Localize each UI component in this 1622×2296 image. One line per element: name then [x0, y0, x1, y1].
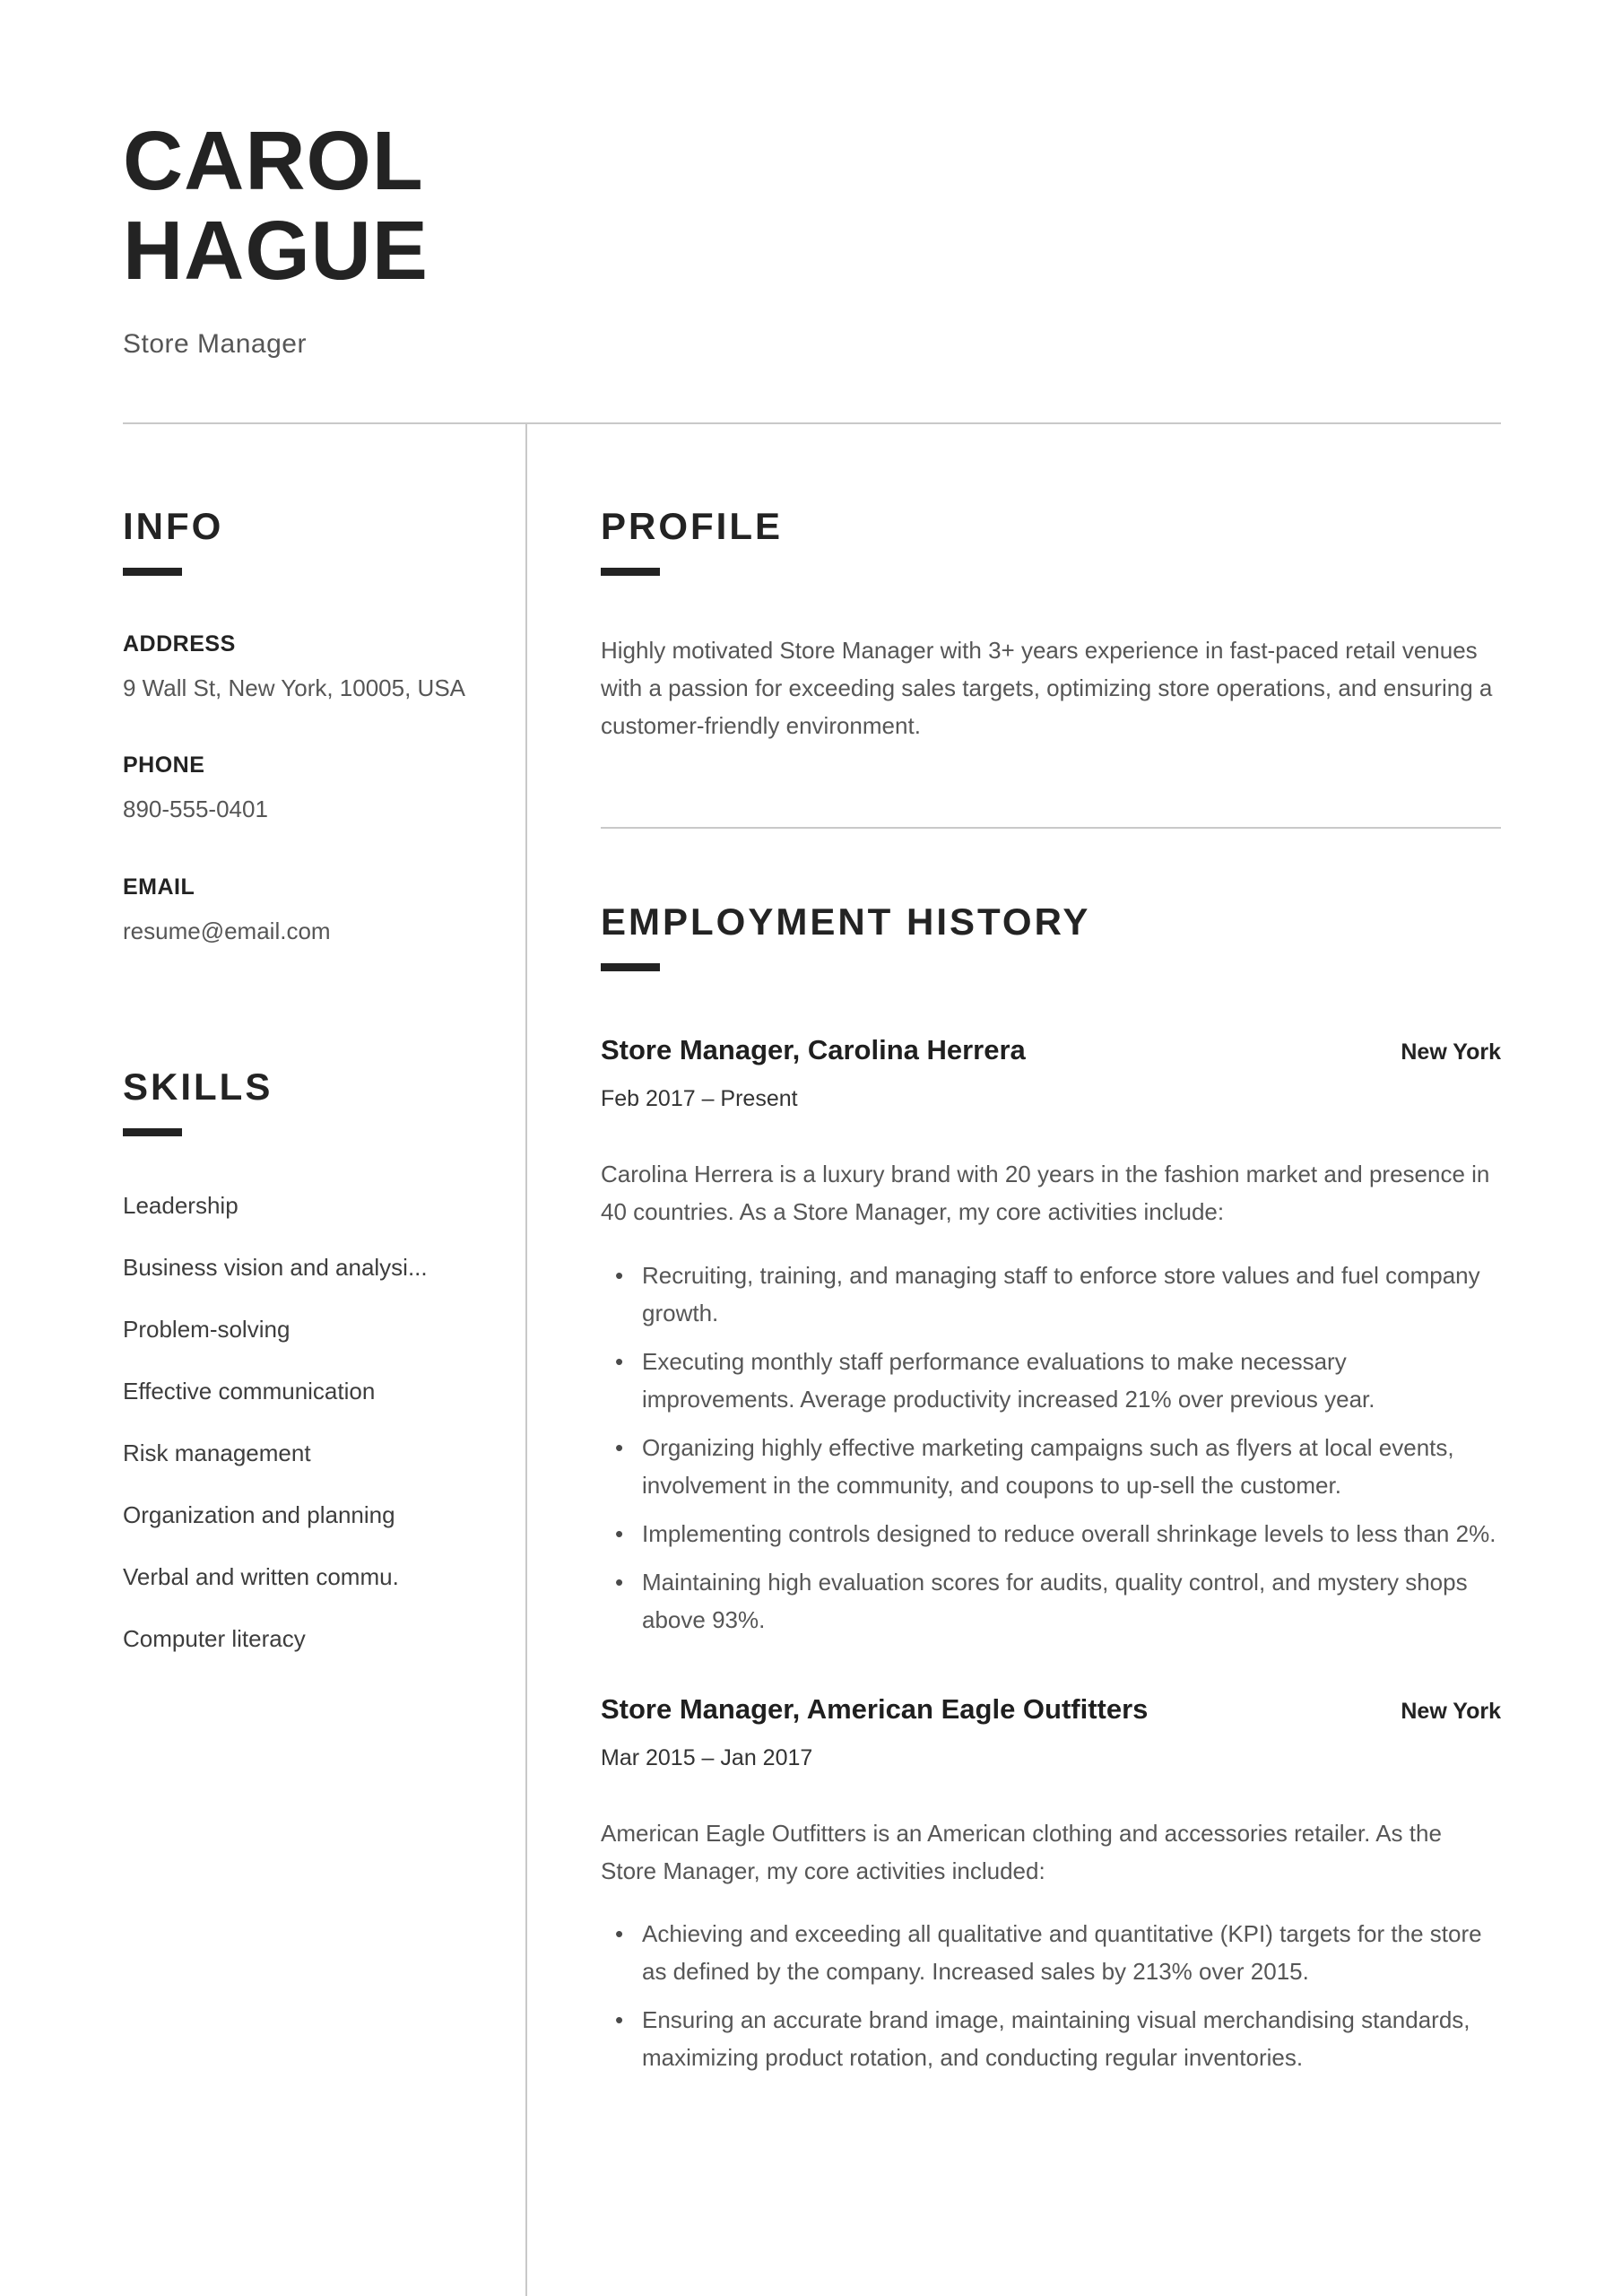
job-description: Carolina Herrera is a luxury brand with 20 years in the fashion market and presence in 40 countries. As a Store Manager, my core activities include:	[601, 1161, 1490, 1226]
profile-text: Highly motivated Store Manager with 3+ years experience in fast-paced retail venues with a passion for exceeding sales targets, optimizing store operations, and ensuring a customer-friendly environment.	[601, 637, 1493, 740]
job-title-employer: Store Manager, American Eagle Outfitters	[601, 1692, 1149, 1725]
skill-item: Leadership	[123, 1191, 239, 1219]
job-dates: Feb 2017 – Present	[601, 1086, 798, 1112]
employment-entry	[601, 1034, 1501, 1639]
skill-item: Business vision and analysi...	[123, 1253, 428, 1281]
skill-item: Risk management	[123, 1439, 311, 1466]
resume-header	[123, 114, 1501, 422]
phone-value: 890-555-0401	[123, 796, 268, 823]
job-location: New York	[1401, 1039, 1501, 1065]
profile-heading: PROFILE	[601, 505, 784, 547]
job-bullet: • Ensuring an accurate brand image, maintaining visual merchandising standards, maximizing product rotation, and conducting regular inventories.	[601, 2001, 1501, 2076]
main-column	[527, 424, 1501, 2296]
candidate-name	[123, 114, 1501, 297]
info-group-address	[123, 631, 472, 706]
skill-item: Organization and planning	[123, 1500, 395, 1528]
skills-heading: SKILLS	[123, 1065, 273, 1108]
skill-item: Problem-solving	[123, 1315, 291, 1343]
info-group-email	[123, 874, 472, 949]
employment-entry	[601, 1693, 1501, 2077]
resume-columns	[123, 422, 1501, 2296]
employment-heading-underline	[601, 963, 660, 971]
email-label: EMAIL	[123, 874, 195, 900]
job-dates: Mar 2015 – Jan 2017	[601, 1744, 813, 1770]
address-label: ADDRESS	[123, 631, 236, 657]
employment-section-head	[601, 900, 1501, 971]
job-bullet: • Maintaining high evaluation scores for audits, quality control, and mystery shops above 93%.	[601, 1563, 1501, 1639]
address-value: 9 Wall St, New York, 10005, USA	[123, 674, 466, 701]
job-bullet-list	[601, 1257, 1501, 1639]
sidebar-column	[123, 424, 527, 2296]
skill-item: Effective communication	[123, 1377, 376, 1405]
info-group-phone	[123, 752, 472, 827]
profile-employment-divider	[601, 827, 1501, 829]
info-heading-underline	[123, 568, 182, 576]
profile-section-head	[601, 505, 1501, 576]
profile-heading-underline	[601, 568, 660, 576]
info-heading: INFO	[123, 505, 224, 547]
job-description: American Eagle Outfitters is an American clothing and accessories retailer. As the Store Manager, my core activities included:	[601, 1819, 1442, 1884]
email-value: resume@email.com	[123, 917, 331, 944]
phone-label: PHONE	[123, 752, 205, 778]
skill-item: Verbal and written commu.	[123, 1562, 399, 1590]
job-bullet: • Executing monthly staff performance evaluations to make necessary improvements. Average productivity increased 21% over previous year.	[601, 1343, 1501, 1418]
job-bullet: • Implementing controls designed to reduce overall shrinkage levels to less than 2%.	[601, 1515, 1501, 1552]
info-section-head	[123, 505, 472, 576]
job-bullet: • Recruiting, training, and managing staff to enforce store values and fuel company growth.	[601, 1257, 1501, 1332]
job-header	[601, 1693, 1501, 1726]
candidate-name-line2: HAGUE	[123, 203, 429, 297]
skills-section-head	[123, 1065, 472, 1136]
job-bullet-list	[601, 1915, 1501, 2076]
job-header	[601, 1034, 1501, 1066]
job-bullet: • Organizing highly effective marketing campaigns such as flyers at local events, involvement in the community, and coupons to up-sell the customer.	[601, 1429, 1501, 1504]
employment-heading: EMPLOYMENT HISTORY	[601, 900, 1091, 944]
job-title-employer: Store Manager, Carolina Herrera	[601, 1034, 1026, 1066]
job-bullet: • Achieving and exceeding all qualitative and quantitative (KPI) targets for the store as defined by the company. Increased sales by 213% over 2015.	[601, 1915, 1501, 1990]
skills-heading-underline	[123, 1128, 182, 1136]
candidate-name-line1: CAROL	[123, 114, 424, 207]
job-location: New York	[1401, 1698, 1501, 1724]
header-spacer	[123, 360, 1501, 422]
skill-item: Computer literacy	[123, 1624, 306, 1652]
candidate-job-title: Store Manager	[123, 329, 307, 359]
skills-section	[123, 1065, 472, 1653]
